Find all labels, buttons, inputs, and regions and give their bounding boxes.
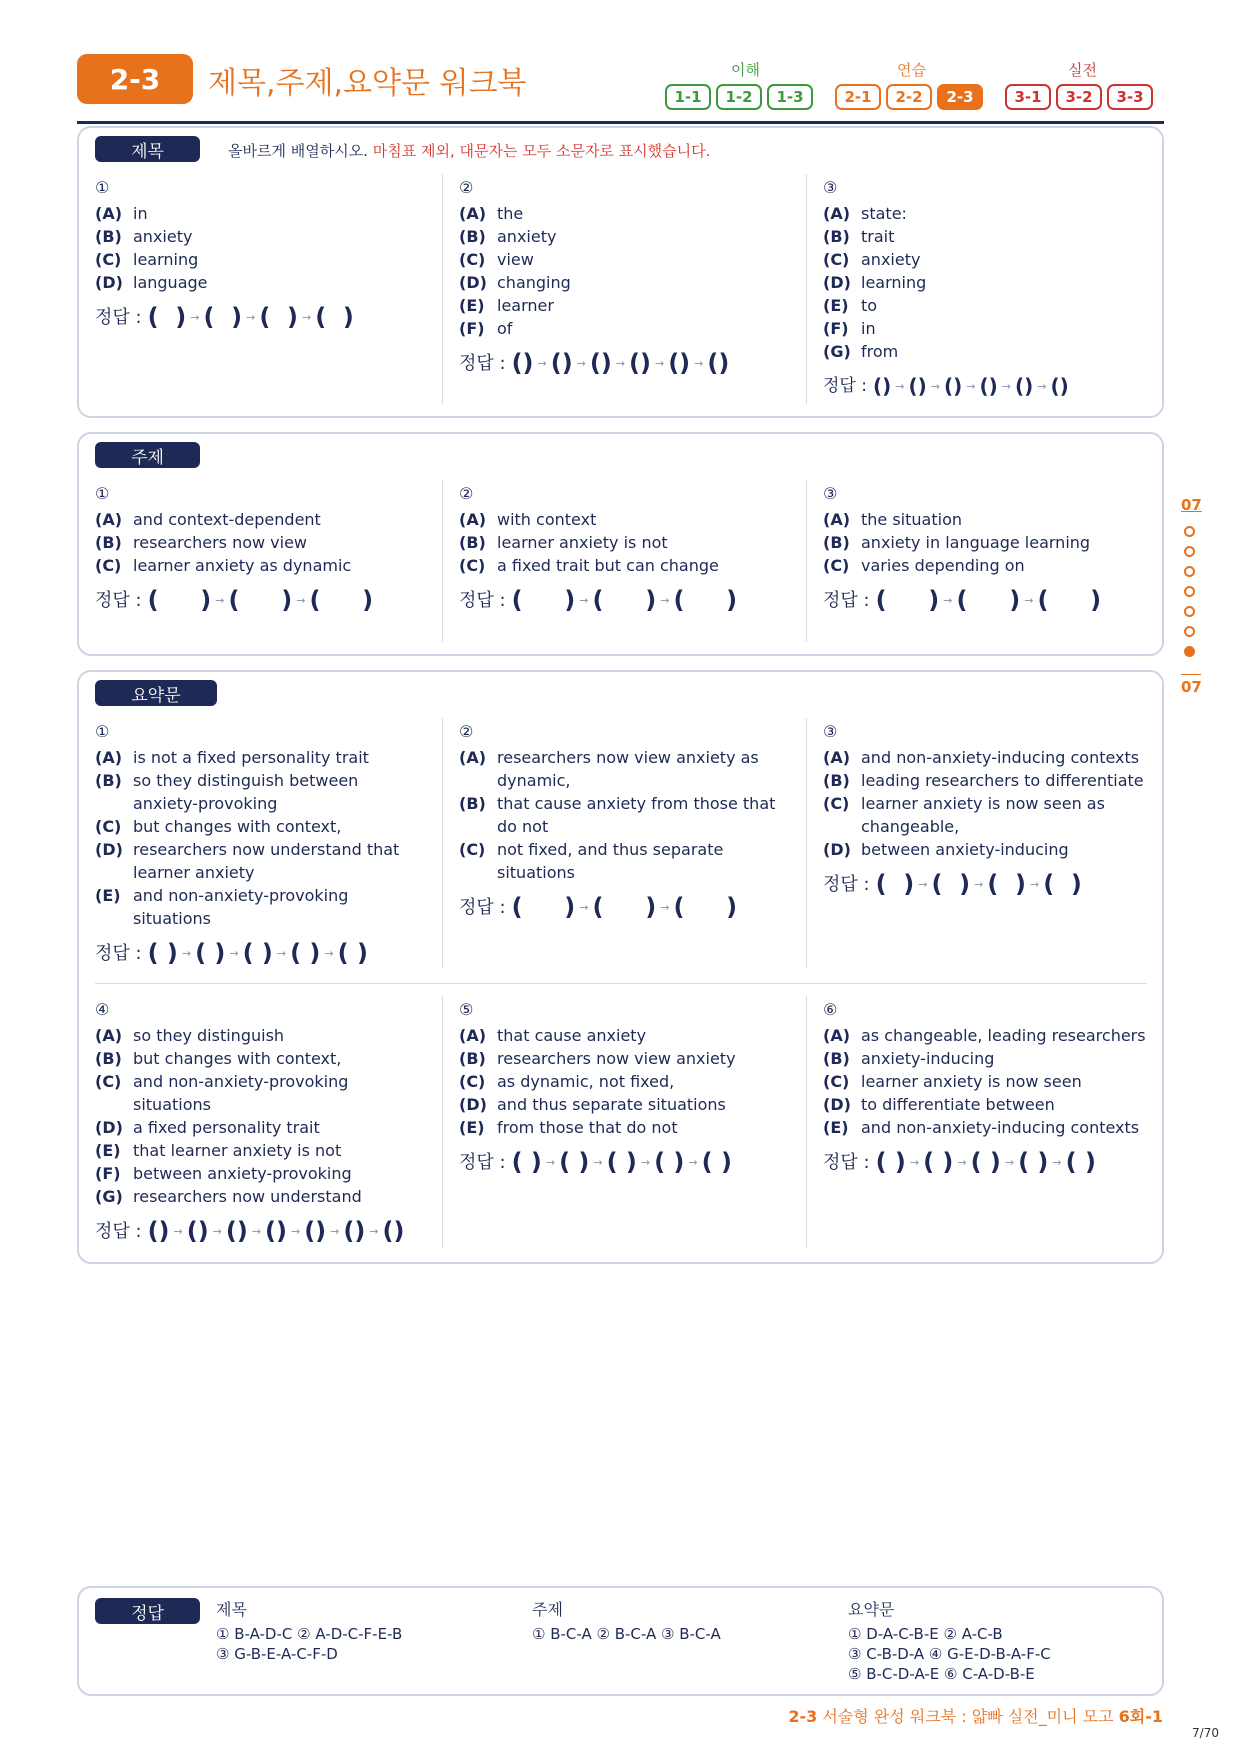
option-item: (A) with context: [459, 510, 597, 529]
option-item: (G) researchers now understand: [95, 1187, 362, 1206]
instruction: [228, 140, 710, 161]
row-divider: [95, 983, 1147, 984]
option-item: (A) the: [459, 204, 524, 223]
side-page-top: 07: [1181, 496, 1202, 514]
column-divider: [806, 718, 807, 968]
option-item: (C) view: [459, 250, 534, 269]
option-item: (A) that cause anxiety: [459, 1026, 647, 1045]
answer-label: 정답 :: [95, 307, 142, 328]
option-item: (C) learner anxiety is now seen: [823, 1072, 1082, 1091]
option-item: (E) that learner anxiety is not: [95, 1141, 342, 1160]
answer-slot[interactable]: (): [265, 1217, 287, 1245]
option-item: (C) not fixed, and thus separate situations: [459, 840, 724, 882]
question-number: ③: [823, 722, 838, 741]
answer-key-line: ① B-C-A ② B-C-A ③ B-C-A: [532, 1625, 721, 1643]
answer-slot[interactable]: ( ): [1065, 1148, 1096, 1176]
answer-key-topic: [532, 1597, 721, 1644]
tab-1-3[interactable]: 1-3: [767, 84, 813, 110]
option-item: (C) learner anxiety is now seen as changeable,: [823, 794, 1105, 836]
answer-slot[interactable]: (): [1014, 374, 1034, 398]
column-divider: [442, 718, 443, 968]
summary-question-3: [823, 720, 1153, 896]
option-item: (D) language: [95, 273, 208, 292]
option-item: (B) anxiety-inducing: [823, 1049, 995, 1068]
answer-label: 정답 :: [459, 353, 506, 374]
option-item: (E) learner: [459, 296, 554, 315]
answer-slot[interactable]: (): [382, 1217, 405, 1245]
progress-dot[interactable]: [1184, 586, 1195, 597]
title-question-1: [95, 176, 435, 329]
option-item: (F) of: [459, 319, 513, 338]
answer-key-title: [216, 1597, 402, 1664]
answer-slot[interactable]: ( ): [511, 1148, 542, 1176]
footer-round: 6회-1: [1118, 1707, 1163, 1726]
answer-key-summary: [848, 1597, 1051, 1684]
option-item: (B) that cause anxiety from those that do not: [459, 794, 776, 836]
answer-row: 정답 : ( ) → ( ) → ( ) → ( ) → ( ): [459, 1148, 732, 1176]
question-number: ②: [459, 484, 474, 503]
title-section-label: 제목: [95, 136, 200, 162]
answer-slot[interactable]: ( ): [654, 1148, 685, 1176]
answer-slot[interactable]: (): [550, 349, 573, 377]
option-item: (B) learner anxiety is not: [459, 533, 668, 552]
option-item: (D) and thus separate situations: [459, 1095, 726, 1114]
option-item: (A) and non-anxiety-inducing contexts: [823, 748, 1140, 767]
option-item: (D) a fixed personality trait: [95, 1118, 320, 1137]
answer-slot[interactable]: (): [304, 1217, 327, 1245]
option-item: (B) researchers now view anxiety: [459, 1049, 736, 1068]
answer-label: 정답 :: [95, 1221, 142, 1242]
group-label-real: 실전: [1068, 61, 1097, 79]
tabs-practice: [835, 84, 983, 110]
group-label-practice: 연습: [897, 61, 926, 79]
answer-key-line: ① B-A-D-C ② A-D-C-F-E-B: [216, 1625, 403, 1643]
progress-dot[interactable]: [1184, 626, 1195, 637]
answer-slot[interactable]: ( ): [511, 893, 576, 921]
answer-slot[interactable]: (): [668, 349, 691, 377]
answer-slot[interactable]: ( ): [290, 939, 321, 967]
answer-slot[interactable]: ( ): [1043, 870, 1082, 898]
answer-slot[interactable]: ( ): [923, 1148, 954, 1176]
answer-slot[interactable]: (): [707, 349, 730, 377]
option-item: (D) between anxiety-inducing: [823, 840, 1069, 859]
answer-slot[interactable]: ( ): [147, 303, 187, 331]
answer-label: 정답 :: [823, 874, 870, 895]
answer-slot[interactable]: ( ): [228, 586, 293, 614]
option-item: (E) to: [823, 296, 878, 315]
option-item: (D) learning: [823, 273, 927, 292]
option-item: (A) so they distinguish: [95, 1026, 285, 1045]
option-item: (C) learning: [95, 250, 199, 269]
option-item: (C) anxiety: [823, 250, 921, 269]
column-divider: [806, 480, 807, 642]
progress-dot[interactable]: [1184, 546, 1195, 557]
answer-row: 정답 : ( ) → ( ) → ( ) → ( ): [95, 303, 354, 331]
option-item: (A) is not a fixed personality trait: [95, 748, 369, 767]
option-item: (C) and non-anxiety-provoking situations: [95, 1072, 349, 1114]
option-item: (B) but changes with context,: [95, 1049, 342, 1068]
answer-key-label: 정답: [95, 1598, 200, 1624]
topic-question-1: [95, 482, 435, 612]
question-number: ②: [459, 178, 474, 197]
option-item: (A) state:: [823, 204, 907, 223]
answer-label: 정답 :: [823, 1152, 870, 1173]
question-number: ②: [459, 722, 474, 741]
answer-slot[interactable]: (): [979, 374, 998, 398]
option-item: (G) from: [823, 342, 899, 361]
option-item: (D) changing: [459, 273, 571, 292]
option-item: (F) between anxiety-provoking: [95, 1164, 352, 1183]
option-item: (A) the situation: [823, 510, 962, 529]
answer-label: 정답 :: [95, 590, 142, 611]
question-number: ③: [823, 178, 838, 197]
answer-slot[interactable]: ( ): [337, 939, 368, 967]
question-number: ①: [95, 484, 110, 503]
answer-label: 정답 :: [95, 943, 142, 964]
answer-row: 정답 : ( ) → ( ) → ( ) → ( ) → ( ): [823, 1148, 1096, 1176]
answer-slot[interactable]: ( ): [970, 1148, 1001, 1176]
footer-title: [788, 1704, 1163, 1727]
answer-slot[interactable]: ( ): [259, 303, 298, 331]
answer-slot[interactable]: ( ): [1037, 586, 1102, 614]
option-item: (F) in: [823, 319, 876, 338]
answer-slot[interactable]: ( ): [673, 893, 738, 921]
option-item: (B) so they distinguish between anxiety-provoking: [95, 771, 359, 813]
topic-question-2: [459, 482, 799, 612]
answer-slot[interactable]: ( ): [987, 870, 1026, 898]
answer-row: 정답 : () → () → () → () → () → (): [459, 349, 730, 377]
answer-slot[interactable]: (): [589, 349, 612, 377]
column-divider: [806, 996, 807, 1248]
option-item: (C) as dynamic, not fixed,: [459, 1072, 675, 1091]
progress-dot[interactable]: [1184, 566, 1195, 577]
answer-row: 정답 : () → () → () → () → () → (): [823, 374, 1069, 398]
answer-slot[interactable]: (): [943, 374, 963, 398]
page-number: 7/70: [1192, 1726, 1219, 1740]
answer-slot[interactable]: (): [225, 1217, 248, 1245]
summary-question-5: [459, 998, 789, 1174]
column-divider: [442, 996, 443, 1248]
answer-slot[interactable]: ( ): [315, 303, 354, 331]
column-divider: [442, 480, 443, 642]
answer-label: 정답 :: [459, 897, 506, 918]
option-item: (B) leading researchers to differentiate: [823, 771, 1144, 790]
answer-label: 정답 :: [823, 590, 870, 611]
answer-slot[interactable]: ( ): [147, 586, 212, 614]
answer-slot[interactable]: ( ): [875, 1148, 906, 1176]
side-progress: [1184, 526, 1195, 657]
lesson-badge: 2-3: [77, 54, 193, 104]
column-divider: [442, 174, 443, 404]
summary-question-4: [95, 998, 420, 1243]
answer-slot[interactable]: ( ): [592, 893, 657, 921]
answer-label: 정답 :: [823, 376, 867, 396]
option-item: (D) researchers now understand that learner anxiety: [95, 840, 400, 882]
answer-key-line: ⑤ B-C-D-A-E ⑥ C-A-D-B-E: [848, 1665, 1035, 1683]
tab-1-1[interactable]: 1-1: [665, 84, 711, 110]
summary-section-label: 요약문: [95, 680, 217, 706]
answer-slot[interactable]: ( ): [875, 586, 940, 614]
question-number: ①: [95, 722, 110, 741]
answer-key-title-head: 제목: [216, 1600, 247, 1619]
tabs-real: [1005, 84, 1153, 110]
answer-key-line: ③ G-B-E-A-C-F-D: [216, 1645, 338, 1663]
answer-slot[interactable]: ( ): [559, 1148, 590, 1176]
answer-slot[interactable]: ( ): [931, 870, 971, 898]
answer-label: 정답 :: [459, 1152, 506, 1173]
option-item: (B) anxiety: [95, 227, 193, 246]
topic-section-label: 주제: [95, 442, 200, 468]
option-item: (C) varies depending on: [823, 556, 1025, 575]
answer-slot[interactable]: ( ): [511, 586, 576, 614]
answer-slot[interactable]: (): [872, 374, 892, 398]
answer-slot[interactable]: ( ): [592, 586, 657, 614]
tab-2-3[interactable]: 2-3: [937, 84, 983, 110]
tab-3-2[interactable]: 3-2: [1056, 84, 1102, 110]
answer-key-topic-head: 주제: [532, 1600, 563, 1619]
instruction-main: 올바르게 배열하시오.: [228, 142, 368, 160]
summary-question-1: [95, 720, 420, 965]
tabs-understand: [665, 84, 813, 110]
answer-key-summary-head: 요약문: [848, 1600, 895, 1619]
answer-slot[interactable]: ( ): [875, 870, 915, 898]
question-number: ①: [95, 178, 110, 197]
option-item: (B) anxiety: [459, 227, 557, 246]
tab-1-2[interactable]: 1-2: [716, 84, 762, 110]
option-item: (D) to differentiate between: [823, 1095, 1055, 1114]
answer-row: 정답 : ( ) → ( ) → ( ): [459, 586, 738, 614]
answer-key-line: ③ C-B-D-A ④ G-E-D-B-A-F-C: [848, 1645, 1051, 1663]
answer-slot[interactable]: ( ): [956, 586, 1021, 614]
answer-slot[interactable]: (): [147, 1217, 170, 1245]
answer-slot[interactable]: (): [511, 349, 534, 377]
question-number: ④: [95, 1000, 110, 1019]
option-item: (C) learner anxiety as dynamic: [95, 556, 352, 575]
option-item: (E) and non-anxiety-provoking situations: [95, 886, 349, 928]
answer-row: 정답 : ( ) → ( ) → ( ) → ( ): [823, 870, 1082, 898]
tab-3-3[interactable]: 3-3: [1107, 84, 1153, 110]
topic-question-3: [823, 482, 1163, 612]
group-label-understand: 이해: [731, 61, 760, 79]
answer-slot[interactable]: (): [343, 1217, 366, 1245]
answer-row: 정답 : ( ) → ( ) → ( ): [95, 586, 374, 614]
instruction-note: 마침표 제외, 대문자는 모두 소문자로 표시했습니다.: [372, 142, 711, 160]
option-item: (A) in: [95, 204, 148, 223]
tab-2-2[interactable]: 2-2: [886, 84, 932, 110]
question-number: ⑥: [823, 1000, 838, 1019]
answer-slot[interactable]: ( ): [673, 586, 738, 614]
answer-row: 정답 : ( ) → ( ) → ( ): [459, 893, 738, 921]
side-page-bottom: 07: [1181, 678, 1202, 696]
side-rule: [1181, 674, 1201, 675]
option-item: (C) but changes with context,: [95, 817, 342, 836]
option-item: (E) and non-anxiety-inducing contexts: [823, 1118, 1140, 1137]
header-rule: [77, 121, 1164, 124]
answer-slot[interactable]: ( ): [147, 939, 178, 967]
progress-dot[interactable]: [1184, 526, 1195, 537]
progress-dot[interactable]: [1184, 606, 1195, 617]
answer-slot[interactable]: (): [629, 349, 651, 377]
answer-slot[interactable]: ( ): [242, 939, 273, 967]
answer-slot[interactable]: ( ): [701, 1148, 732, 1176]
summary-question-6: [823, 998, 1153, 1174]
answer-slot[interactable]: (): [186, 1217, 209, 1245]
question-number: ③: [823, 484, 838, 503]
answer-slot[interactable]: (): [1050, 374, 1069, 398]
option-item: (B) anxiety in language learning: [823, 533, 1091, 552]
question-number: ⑤: [459, 1000, 474, 1019]
option-item: (E) from those that do not: [459, 1118, 678, 1137]
option-item: (A) as changeable, leading researchers: [823, 1026, 1146, 1045]
page-title: 제목,주제,요약문 워크북: [208, 66, 527, 101]
answer-slot[interactable]: ( ): [203, 303, 243, 331]
summary-question-2: [459, 720, 789, 919]
option-item: (A) and context-dependent: [95, 510, 321, 529]
answer-slot[interactable]: ( ): [309, 586, 374, 614]
option-item: (A) researchers now view anxiety as dynamic,: [459, 748, 759, 790]
answer-label: 정답 :: [459, 590, 506, 611]
tab-2-1[interactable]: 2-1: [835, 84, 881, 110]
answer-row: 정답 : () → () → () → () → () → () → (): [95, 1217, 405, 1245]
answer-slot[interactable]: ( ): [195, 939, 226, 967]
option-item: (B) trait: [823, 227, 895, 246]
answer-slot[interactable]: ( ): [606, 1148, 637, 1176]
answer-slot[interactable]: (): [908, 374, 927, 398]
progress-dot-current[interactable]: [1184, 646, 1195, 657]
column-divider: [806, 174, 807, 404]
footer-code: 2-3: [788, 1707, 818, 1726]
answer-row: 정답 : ( ) → ( ) → ( ) → ( ) → ( ): [95, 939, 368, 967]
footer-text: 서술형 완성 워크북 : 얇빠 실전_미니 모고: [817, 1707, 1119, 1726]
answer-row: 정답 : ( ) → ( ) → ( ): [823, 586, 1102, 614]
title-question-3: [823, 176, 1163, 398]
tab-3-1[interactable]: 3-1: [1005, 84, 1051, 110]
answer-key-line: ① D-A-C-B-E ② A-C-B: [848, 1625, 1003, 1643]
answer-slot[interactable]: ( ): [1018, 1148, 1049, 1176]
title-question-2: [459, 176, 799, 375]
option-item: (B) researchers now view: [95, 533, 308, 552]
option-item: (C) a fixed trait but can change: [459, 556, 719, 575]
